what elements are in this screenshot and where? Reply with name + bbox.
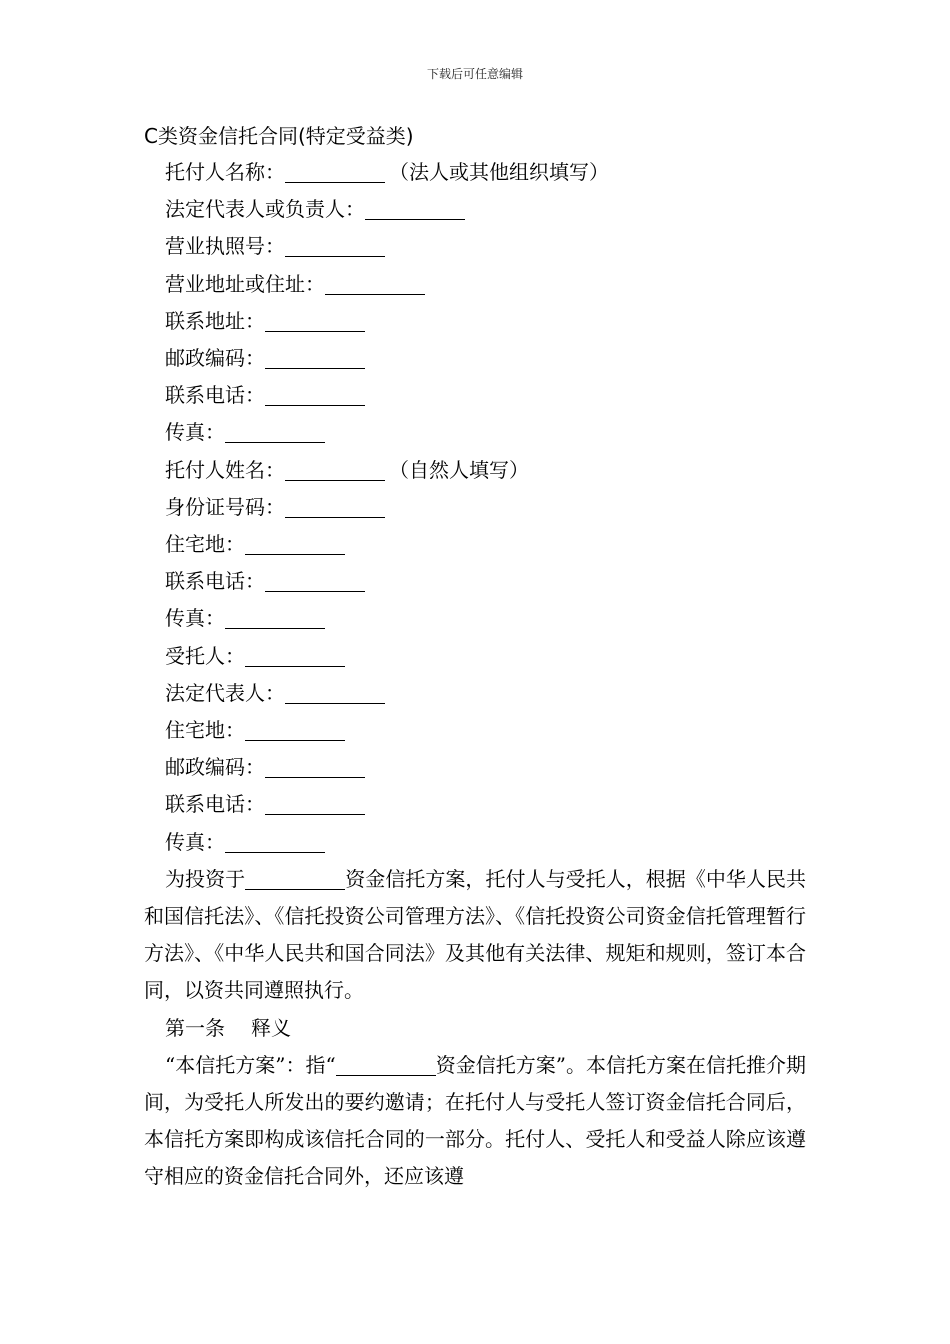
field-blank-line[interactable] xyxy=(265,569,365,592)
field-blank-line[interactable] xyxy=(245,532,345,555)
field-blank-line[interactable] xyxy=(285,458,385,481)
definition-text-before: “本信托方案”：指“ xyxy=(165,1052,336,1077)
field-note: （自然人填写） xyxy=(389,457,529,482)
form-field-row xyxy=(144,712,806,749)
field-label: 受托人： xyxy=(165,643,245,668)
form-field-row xyxy=(144,191,806,228)
definition-text-after: 资金信托方案”。本信托方案在信托推介期间，为受托人所发出的要约邀请；在托付人与受托人签订资金信托合同后，本信托方案即构成该信托合同的一部分。托付人、受托人和受益人除应该遵守相应的资金信托合同外，还应该遵 xyxy=(144,1052,806,1189)
field-label: 邮政编码： xyxy=(165,346,265,371)
article-1-heading xyxy=(144,1010,806,1047)
field-label: 营业执照号： xyxy=(165,234,285,259)
form-field-row xyxy=(144,600,806,637)
form-field-row xyxy=(144,786,806,823)
field-blank-line[interactable] xyxy=(285,495,385,518)
field-label: 传真： xyxy=(165,829,225,854)
form-field-row xyxy=(144,563,806,600)
field-blank-line[interactable] xyxy=(225,420,325,443)
field-note: （法人或其他组织填写） xyxy=(389,160,609,184)
field-blank-line[interactable] xyxy=(265,346,365,369)
plan-name-blank[interactable] xyxy=(336,1053,436,1076)
article-number: 第一条 xyxy=(165,1015,225,1040)
definition-paragraph xyxy=(144,1047,806,1196)
form-field-row xyxy=(144,638,806,675)
field-label: 联系电话： xyxy=(165,792,265,817)
form-field-row xyxy=(144,414,806,451)
investment-target-blank[interactable] xyxy=(245,867,345,890)
field-label: 托付人姓名： xyxy=(165,457,285,482)
form-field-row xyxy=(144,452,806,489)
field-blank-line[interactable] xyxy=(285,160,385,183)
form-field-row xyxy=(144,266,806,303)
form-field-row xyxy=(144,340,806,377)
field-blank-line[interactable] xyxy=(225,830,325,853)
form-field-row xyxy=(144,228,806,265)
document-body xyxy=(144,118,806,1196)
form-field-row xyxy=(144,675,806,712)
field-blank-line[interactable] xyxy=(285,681,385,704)
field-label: 传真： xyxy=(165,420,225,445)
field-blank-line[interactable] xyxy=(265,309,365,332)
intro-paragraph xyxy=(144,861,806,1010)
form-field-row xyxy=(144,303,806,340)
field-blank-line[interactable] xyxy=(225,606,325,629)
field-label: 身份证号码： xyxy=(165,494,285,519)
field-blank-line[interactable] xyxy=(245,718,345,741)
field-label: 法定代表人或负责人： xyxy=(165,197,365,222)
field-label: 联系电话： xyxy=(165,569,265,594)
field-label: 住宅地： xyxy=(165,532,245,557)
article-name: 释义 xyxy=(251,1015,291,1040)
form-field-row xyxy=(144,526,806,563)
form-field-row xyxy=(144,377,806,414)
document-title: C类资金信托合同(特定受益类) xyxy=(144,124,414,148)
page-header: 下载后可任意编辑 xyxy=(426,67,523,81)
field-blank-line[interactable] xyxy=(285,234,385,257)
form-field-row xyxy=(144,154,806,191)
intro-text-after: 资金信托方案，托付人与受托人，根据《中华人民共和国信托法》、《信托投资公司管理方法》、《信托投资公司资金信托管理暂行方法》、《中华人民共和国合同法》及其他有关法律、规矩和规则，签订本合同，以资共同遵照执行。 xyxy=(144,866,807,1003)
field-blank-line[interactable] xyxy=(365,197,465,220)
field-blank-line[interactable] xyxy=(265,755,365,778)
party-fields xyxy=(144,154,806,861)
field-label: 住宅地： xyxy=(165,718,245,743)
field-blank-line[interactable] xyxy=(245,644,345,667)
form-field-row xyxy=(144,489,806,526)
field-label: 联系电话： xyxy=(165,383,265,408)
form-field-row xyxy=(144,824,806,861)
field-blank-line[interactable] xyxy=(265,383,365,406)
field-label: 营业地址或住址： xyxy=(165,271,325,296)
intro-text-before: 为投资于 xyxy=(165,866,246,891)
field-label: 托付人名称： xyxy=(165,160,285,184)
form-field-row xyxy=(144,749,806,786)
field-label: 法定代表人： xyxy=(165,680,285,705)
field-blank-line[interactable] xyxy=(265,792,365,815)
field-blank-line[interactable] xyxy=(325,272,425,295)
field-label: 联系地址： xyxy=(165,308,265,333)
field-label: 邮政编码： xyxy=(165,755,265,780)
field-label: 传真： xyxy=(165,606,225,631)
